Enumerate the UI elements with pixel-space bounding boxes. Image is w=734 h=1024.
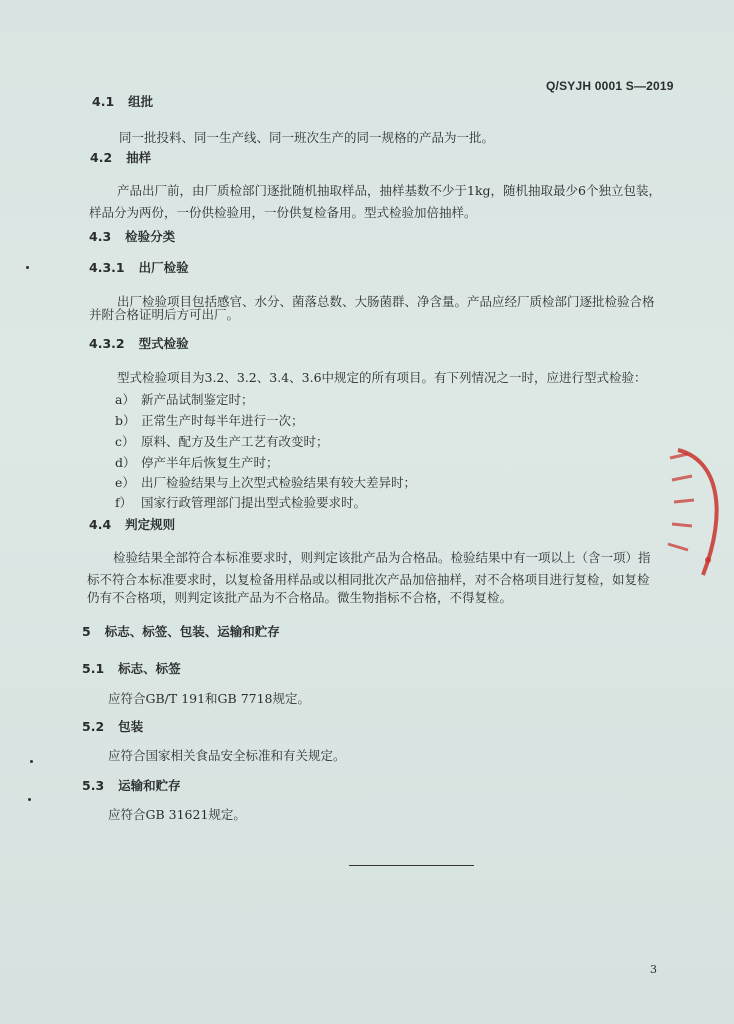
paragraph-4-1: 同一批投料、同一生产线、同一班次生产的同一规格的产品为一批。: [119, 130, 495, 145]
list-text: 出厂检验结果与上次型式检验结果有较大差异时；: [141, 475, 417, 490]
paragraph-4-2-line2: 样品分为两份，一份供检验用，一份供复检备用。型式检验加倍抽样。: [89, 205, 477, 220]
section-number: 5.1: [82, 661, 105, 676]
section-number: 4.4: [89, 517, 112, 532]
list-text: 正常生产时每半年进行一次；: [141, 413, 304, 428]
list-marker: c）: [115, 434, 135, 449]
section-title: 标志、标签、包装、运输和贮存: [104, 624, 280, 639]
heading-4-4: [89, 515, 175, 533]
list-marker: a）: [115, 392, 135, 407]
paragraph-4-4-line1: 检验结果全部符合本标准要求时，则判定该批产品为合格品。检验结果中有一项以上（含一项）指: [113, 550, 651, 565]
list-marker: f）: [115, 495, 133, 510]
paragraph-4-3-2: 型式检验项目为3.2、3.2、3.4、3.6中规定的所有项目。有下列情况之一时，应进行型式检验：: [117, 370, 647, 385]
section-number: 4.1: [92, 94, 115, 109]
section-number: 4.3.1: [89, 260, 125, 275]
list-text: 国家行政管理部门提出型式检验要求时。: [141, 495, 367, 510]
list-text: 停产半年后恢复生产时；: [141, 455, 279, 470]
heading-5: [82, 622, 280, 640]
list-text: 原料、配方及生产工艺有改变时；: [141, 434, 329, 449]
speck: [30, 760, 33, 763]
section-number: 5: [82, 624, 91, 639]
speck: [26, 266, 29, 269]
paragraph-4-4-line2: 标不符合本标准要求时，以复检备用样品或以相同批次产品加倍抽样，对不合格项目进行复检，如复检: [87, 572, 650, 587]
paragraph-5-2: 应符合国家相关食品安全标准和有关规定。: [108, 748, 346, 763]
paragraph-4-3-1-line2: 并附合格证明后方可出厂。: [89, 307, 240, 322]
speck: [28, 798, 31, 801]
section-title: 判定规则: [125, 517, 176, 532]
paragraph-4-3-1-line1: 出厂检验项目包括感官、水分、菌落总数、大肠菌群、净含量。产品应经厂质检部门逐批检验合格: [117, 294, 655, 309]
list-item: [115, 390, 254, 408]
section-number: 4.3: [89, 229, 112, 244]
heading-4-1: [92, 92, 153, 110]
heading-4-3-1: [89, 258, 189, 276]
section-number: 5.2: [82, 719, 105, 734]
page-number: 3: [650, 963, 657, 976]
section-number: 5.3: [82, 778, 105, 793]
red-seal-icon: [648, 440, 734, 590]
paragraph-4-4-line3: 仍有不合格项，则判定该批产品为不合格品。微生物指标不合格，不得复检。: [87, 590, 513, 605]
section-title: 运输和贮存: [118, 778, 181, 793]
paragraph-5-1: 应符合GB/T 191和GB 7718规定。: [108, 691, 311, 706]
paragraph-4-2-line1: 产品出厂前，由厂质检部门逐批随机抽取样品，抽样基数不少于1kg，随机抽取最少6个独立包装，: [117, 183, 661, 198]
list-marker: e）: [115, 475, 135, 490]
heading-5-2: [82, 717, 143, 735]
section-title: 标志、标签: [118, 661, 181, 676]
list-item: [115, 411, 304, 429]
list-item: [115, 432, 329, 450]
section-title: 型式检验: [138, 336, 189, 351]
section-number: 4.3.2: [89, 336, 125, 351]
heading-4-3: [89, 227, 175, 245]
list-item: [115, 473, 416, 491]
list-item: [115, 493, 366, 511]
heading-4-3-2: [89, 334, 189, 352]
list-item: [115, 453, 279, 471]
end-rule: [349, 865, 474, 866]
list-text: 新产品试制鉴定时；: [141, 392, 254, 407]
list-marker: b）: [115, 413, 136, 428]
paragraph-5-3: 应符合GB 31621规定。: [108, 807, 246, 822]
section-title: 包装: [118, 719, 144, 734]
section-title: 抽样: [126, 150, 152, 165]
section-title: 组批: [128, 94, 154, 109]
section-title: 出厂检验: [138, 260, 189, 275]
section-number: 4.2: [90, 150, 113, 165]
heading-5-3: [82, 776, 181, 794]
section-title: 检验分类: [125, 229, 176, 244]
list-marker: d）: [115, 455, 136, 470]
document-code: Q/SYJH 0001 S—2019: [546, 79, 674, 93]
heading-5-1: [82, 659, 181, 677]
heading-4-2: [90, 148, 151, 166]
